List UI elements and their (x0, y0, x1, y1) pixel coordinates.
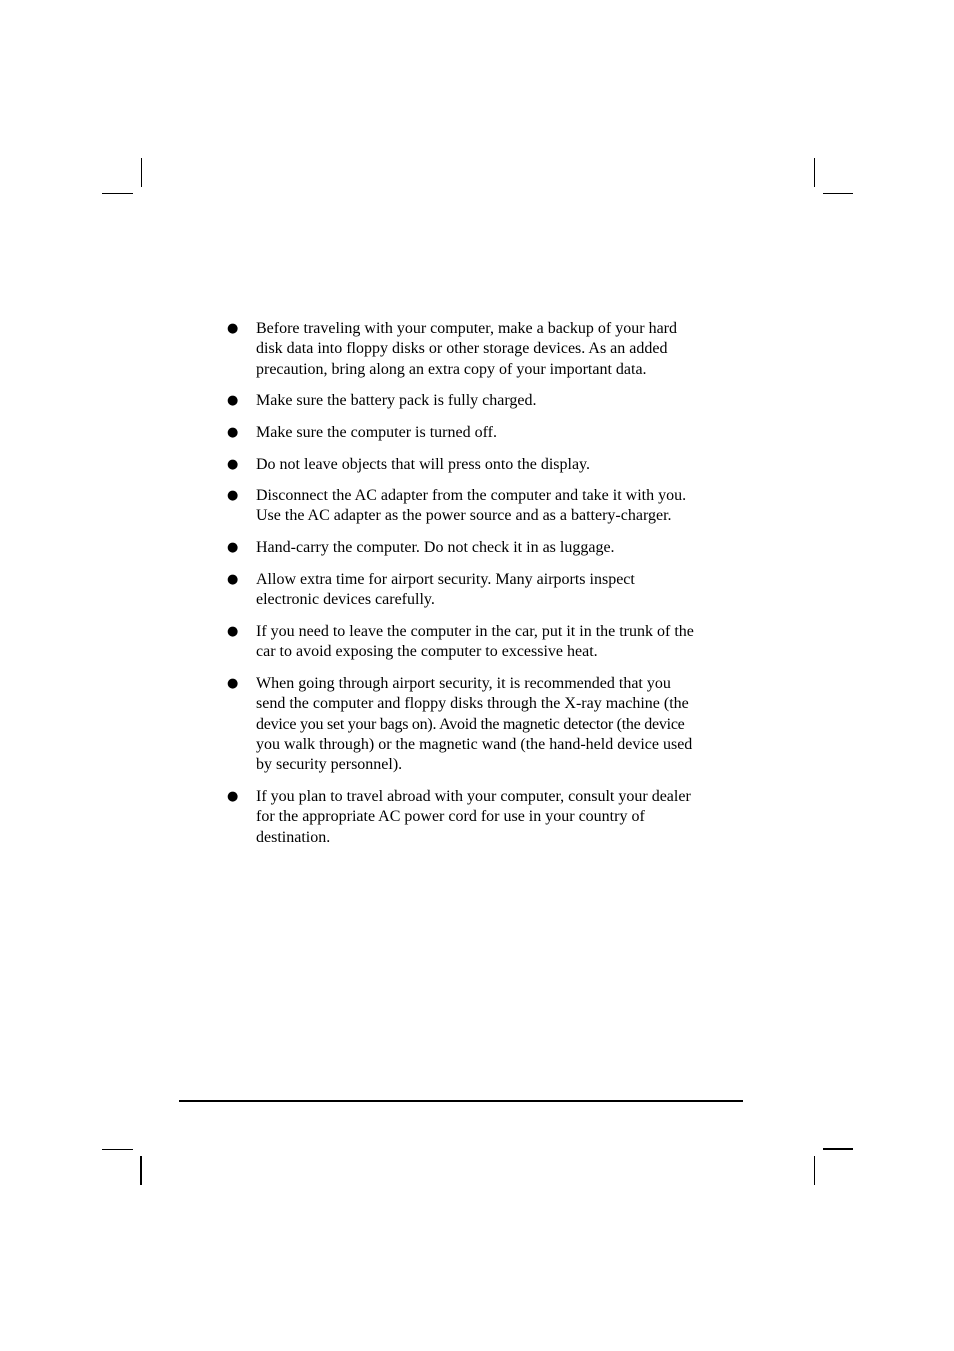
text-line: Do not leave objects that will press onto the display. (256, 456, 591, 473)
list-item-text (256, 674, 745, 775)
bullet-icon: ● (227, 393, 239, 408)
list-item-text (256, 423, 745, 443)
text-line: car to avoid exposing the computer to excessive heat. (256, 643, 598, 661)
bullet-icon: ● (227, 572, 239, 587)
text-line: electronic devices carefully. (256, 591, 435, 609)
text-line: Make sure the computer is turned off. (256, 424, 497, 441)
text-line: disk data into floppy disks or other storage devices. As an added (256, 340, 668, 358)
text-line: Make sure the battery pack is fully charged. (256, 392, 537, 409)
list-item-text (256, 570, 745, 611)
list-item-text (256, 787, 745, 848)
text-line: Hand-carry the computer. Do not check it in as luggage. (256, 539, 615, 556)
text-line: device you set your bags on). Avoid the magnetic detector (the device (256, 715, 685, 733)
text-line: If you need to leave the computer in the car, put it in the trunk of the (256, 623, 694, 640)
text-line: destination. (256, 828, 331, 846)
text-line: Before traveling with your computer, make a backup of your hard (256, 320, 677, 337)
bullet-icon: ● (227, 789, 239, 804)
list-item-text (256, 622, 745, 663)
list-item-text (256, 319, 745, 380)
bullet-icon: ● (227, 676, 239, 691)
bullet-icon: ● (227, 540, 239, 555)
list-item-text (256, 538, 745, 558)
text-line: by security personnel). (256, 756, 403, 774)
bullet-icon: ● (227, 624, 239, 639)
text-line: Use the AC adapter as the power source and as a battery-charger. (256, 507, 672, 525)
bullet-icon: ● (227, 488, 239, 503)
list-item-text (256, 391, 745, 411)
list-item-text (256, 486, 745, 527)
footer-rule (179, 1100, 743, 1102)
bullet-icon: ● (227, 457, 239, 472)
text-line: send the computer and floppy disks through the X-ray machine (the (256, 695, 689, 713)
bullet-icon: ● (227, 425, 239, 440)
text-line: precaution, bring along an extra copy of your important data. (256, 360, 647, 378)
text-line: When going through airport security, it is recommended that you (256, 675, 671, 692)
text-line: If you plan to travel abroad with your computer, consult your dealer (256, 788, 691, 805)
bullet-icon: ● (227, 321, 239, 336)
list-item-text (256, 455, 745, 475)
text-line: you walk through) or the magnetic wand (the hand-held device used (256, 735, 693, 753)
text-line: for the appropriate AC power cord for use in your country of (256, 808, 645, 826)
text-line: Allow extra time for airport security. Many airports inspect (256, 571, 635, 588)
text-line: Disconnect the AC adapter from the computer and take it with you. (256, 487, 687, 504)
